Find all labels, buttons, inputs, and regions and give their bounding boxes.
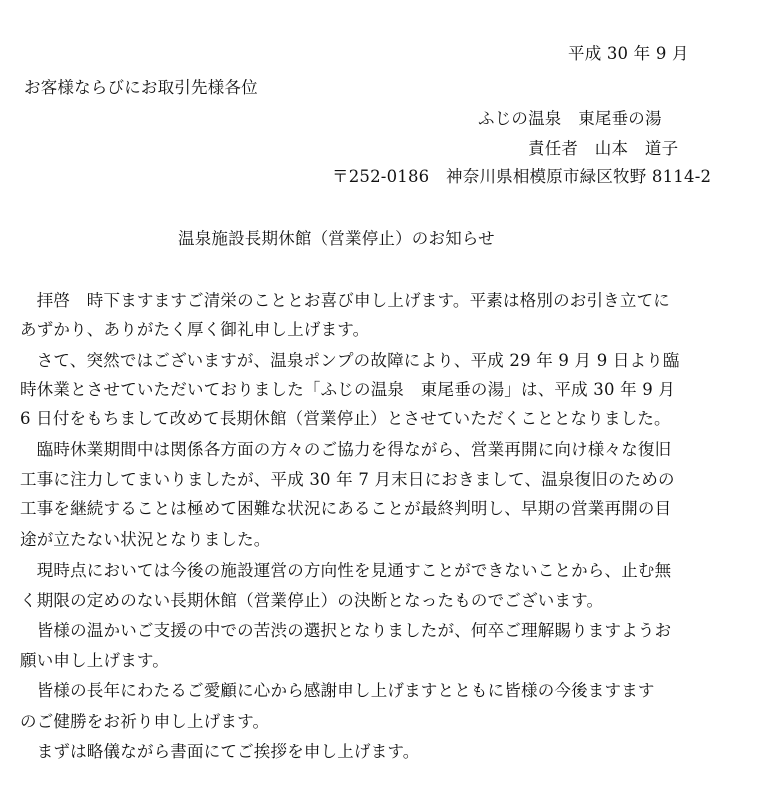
- body-line-6: 臨時休業期間中は関係各方面の方々のご協力を得ながら、営業再開に向け様々な復旧: [20, 440, 672, 459]
- postal-address: 〒252-0186 神奈川県相模原市緑区牧野 8114-2: [332, 167, 712, 186]
- body-line-16: まずは略儀ながら書面にてご挨拶を申し上げます。: [20, 742, 420, 761]
- body-line-14: 皆様の長年にわたるご愛顧に心から感謝申し上げますとともに皆様の今後ますます: [20, 681, 655, 700]
- body-line-11: く期限の定めのない長期休館（営業停止）の決断となったものでございます。: [20, 591, 604, 610]
- body-line-9: 途が立たない状況となりました。: [20, 530, 271, 549]
- addressee: お客様ならびにお取引先様各位: [24, 78, 258, 97]
- document-date: 平成 30 年 9 月: [568, 44, 689, 63]
- body-line-2: あずかり、ありがたく厚く御礼申し上げます。: [20, 320, 370, 339]
- body-line-13: 願い申し上げます。: [20, 651, 169, 670]
- body-line-7: 工事に注力してまいりましたが、平成 30 年 7 月末日におきまして、温泉復旧のための: [20, 470, 675, 489]
- body-line-12: 皆様の温かいご支援の中での苦渋の選択となりましたが、何卒ご理解賜りますようお: [20, 621, 672, 640]
- body-line-15: のご健勝をお祈り申し上げます。: [20, 712, 270, 731]
- representative-name: 責任者 山本 道子: [528, 139, 679, 158]
- body-line-10: 現時点においては今後の施設運営の方向性を見通すことができないことから、止む無: [20, 561, 672, 580]
- body-line-8: 工事を継続することは極めて困難な状況にあることが最終判明し、早期の営業再開の目: [20, 499, 672, 518]
- company-name: ふじの温泉 東尾垂の湯: [478, 109, 662, 128]
- body-line-1: 拝啓 時下ますますご清栄のこととお喜び申し上げます。平素は格別のお引き立てに: [20, 291, 670, 310]
- body-line-4: 時休業とさせていただいておりました「ふじの温泉 東尾垂の湯」は、平成 30 年 9 月: [20, 380, 676, 399]
- body-line-5: 6 日付をもちまして改めて長期休館（営業停止）とさせていただくこととなりました。: [20, 409, 671, 428]
- body-line-3: さて、突然ではございますが、温泉ポンプの故障により、平成 29 年 9 月 9 日より臨: [20, 351, 680, 370]
- document-title: 温泉施設長期休館（営業停止）のお知らせ: [178, 229, 495, 248]
